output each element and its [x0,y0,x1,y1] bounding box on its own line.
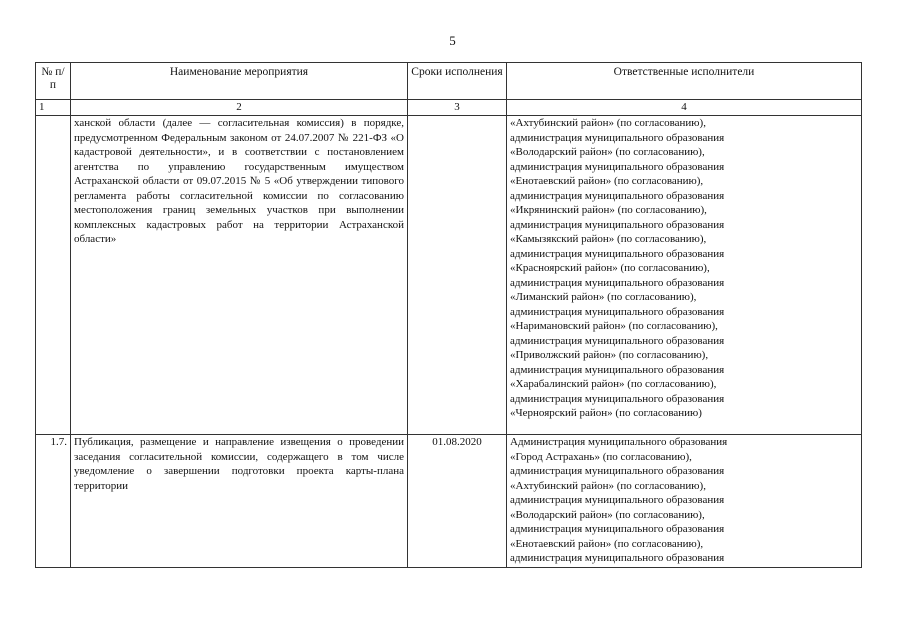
responsible-line: «Ахтубинский район» (по согласованию), [510,117,706,129]
responsible-line: «Черноярский район» (по согласованию) [510,407,702,419]
responsible-line: администрация муниципального образования [510,160,725,173]
responsible-list [507,116,862,435]
responsible-line: «Володарский район» (по согласованию), [510,146,705,158]
responsible-line: «Наримановский район» (по согласованию), [510,320,718,332]
column-number: 3 [408,100,507,116]
activity-deadline [408,116,507,435]
table-row [36,116,862,435]
header-responsible: Ответственные исполнители [507,63,862,100]
activity-description: Публикация, размещение и направление извещения о проведении заседания согласительной комиссии, содержащего в том числе уведомление о завершении подготовки проекта карты-плана территории [71,435,408,568]
responsible-line: администрация муниципального образования [510,392,725,405]
table-header-row [36,63,862,100]
responsible-line: администрация муниципального образования [510,305,725,318]
responsible-line: Администрация муниципального образования [510,436,728,448]
responsible-line: «Город Астрахань» (по согласованию), [510,450,692,463]
activities-table [35,62,862,568]
responsible-line: администрация муниципального образования [510,334,725,347]
responsible-line: «Енотаевский район» (по согласованию), [510,175,704,187]
column-number: 1 [36,100,71,116]
responsible-line: «Володарский район» (по согласованию), [510,508,705,521]
activity-deadline: 01.08.2020 [408,435,507,568]
responsible-line: администрация муниципального образования [510,552,725,564]
responsible-line: администрация муниципального образования [510,465,725,477]
header-deadline: Сроки исполнения [408,63,507,100]
page-number: 5 [449,33,456,48]
responsible-line: администрация муниципального образования [510,276,725,289]
activity-description: ханской области (далее — согласительная комиссия) в порядке, предусмотренном Федеральным законом от 24.07.2007 № 221-ФЗ «О кадастровой деятельности», и в соответствии с постановлением агентства по управлению государственным имуществом Астраханской области от 09.07.2015 № 5 «Об утверждении типового регламента работы согласительной комиссии по согласованию местоположения границ земельных участков при выполнении комплексных кадастровых работ на территории Астраханской области» [71,116,408,435]
responsible-line: администрация муниципального образования [510,189,725,202]
responsible-line: администрация муниципального образования [510,363,725,376]
header-num: № п/п [36,63,71,100]
responsible-line: администрация муниципального образования [510,247,725,260]
responsible-line: «Камызякский район» (по согласованию), [510,233,707,245]
responsible-list [507,435,862,568]
responsible-line: «Приволжский район» (по согласованию), [510,349,709,361]
responsible-line: «Лиманский район» (по согласованию), [510,291,697,303]
header-name: Наименование мероприятия [71,63,408,100]
responsible-line: администрация муниципального образования [510,218,725,231]
column-number: 2 [71,100,408,116]
responsible-line: «Ахтубинский район» (по согласованию), [510,479,706,492]
responsible-line: «Харабалинский район» (по согласованию), [510,378,717,390]
table-row [36,435,862,568]
column-number: 4 [507,100,862,116]
row-number [36,116,71,435]
column-number-row [36,100,862,116]
responsible-line: «Красноярский район» (по согласованию), [510,262,710,274]
responsible-line: «Икрянинский район» (по согласованию), [510,204,707,216]
responsible-line: администрация муниципального образования [510,494,725,506]
row-number: 1.7. [36,435,71,568]
responsible-line: «Енотаевский район» (по согласованию), [510,537,704,550]
responsible-line: администрация муниципального образования [510,523,725,535]
responsible-line: администрация муниципального образования [510,131,725,144]
